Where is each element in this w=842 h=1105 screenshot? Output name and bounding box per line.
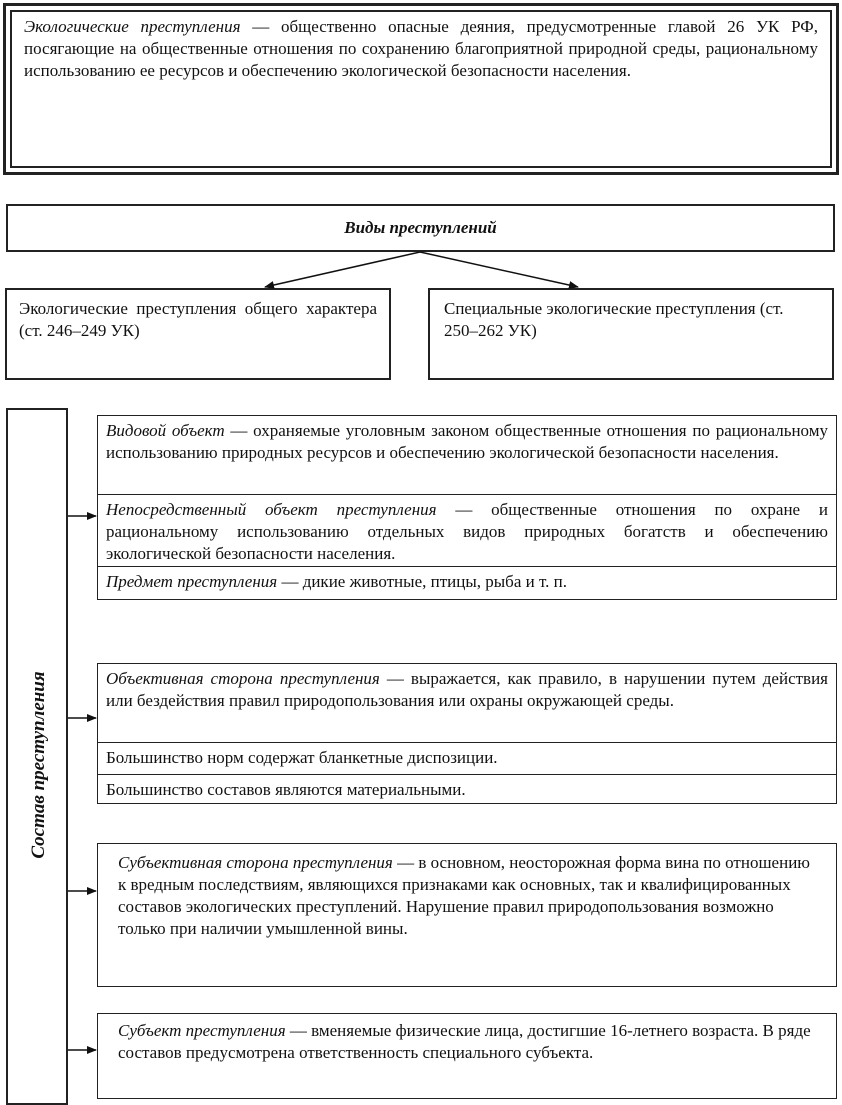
subject-matter-term: Предмет преступления	[106, 572, 278, 591]
generic-object-text: — охраняемые уголовным законом общественные отношения по рациональному использованию природных ресурсов и обеспечению экологической безопасности населения.	[106, 421, 828, 462]
subject-matter-text: — дикие животные, птицы, рыба и т. п.	[277, 572, 567, 591]
generic-object-term: Видовой объект	[106, 421, 225, 440]
subject-term: Субъект преступления	[118, 1021, 286, 1040]
subject-text: — вменяемые физические лица, достигшие 16-летнего возраста. В ряде составов предусмотрена ответственность специального субъекта.	[118, 1021, 811, 1062]
objective-side-text: — выражается, как правило, в нарушении путем действия или бездействия правил природопользования или охраны окружающей среды.	[106, 669, 828, 710]
objective-side-term: Объективная сторона преступления	[106, 669, 380, 688]
blanket-note: Большинство норм содержат бланкетные диспозиции.	[106, 748, 498, 767]
definition-term: Экологические преступления	[24, 17, 241, 36]
definition-body: — общественно опасные деяния, предусмотренные главой 26 УК РФ, посягающие на общественные отношения по сохранению благоприятной природной среды, рациональному использованию ее ресурсов и обеспечению экологической безопасности населения.	[24, 17, 818, 80]
material-note: Большинство составов являются материальными.	[106, 780, 466, 799]
direct-object-text: — общественные отношения по охране и рациональному использованию отдельных видов природных богатств и обеспечению экологической безопасности населения.	[106, 500, 828, 563]
arrow-to-general	[265, 252, 420, 287]
subjective-text: — в основном, неосторожная форма вина по отношению к вредным последствиям, являющихся признаками как основных, так и квалифицированных составов экологических преступлений. Нарушение правил природопользования возможно только при наличии умышленной вины.	[118, 853, 810, 938]
arrow-to-special	[420, 252, 578, 287]
types-header: Виды преступлений	[344, 218, 497, 237]
direct-object-term: Непосредственный объект преступления	[106, 500, 437, 519]
general-crimes-text: Экологические преступления общего характера (ст. 246–249 УК)	[19, 299, 377, 340]
special-crimes-text: Специальные экологические преступления (ст. 250–262 УК)	[444, 299, 784, 340]
subjective-term: Субъективная сторона преступления	[118, 853, 393, 872]
composition-label: Состав преступления	[28, 671, 49, 859]
